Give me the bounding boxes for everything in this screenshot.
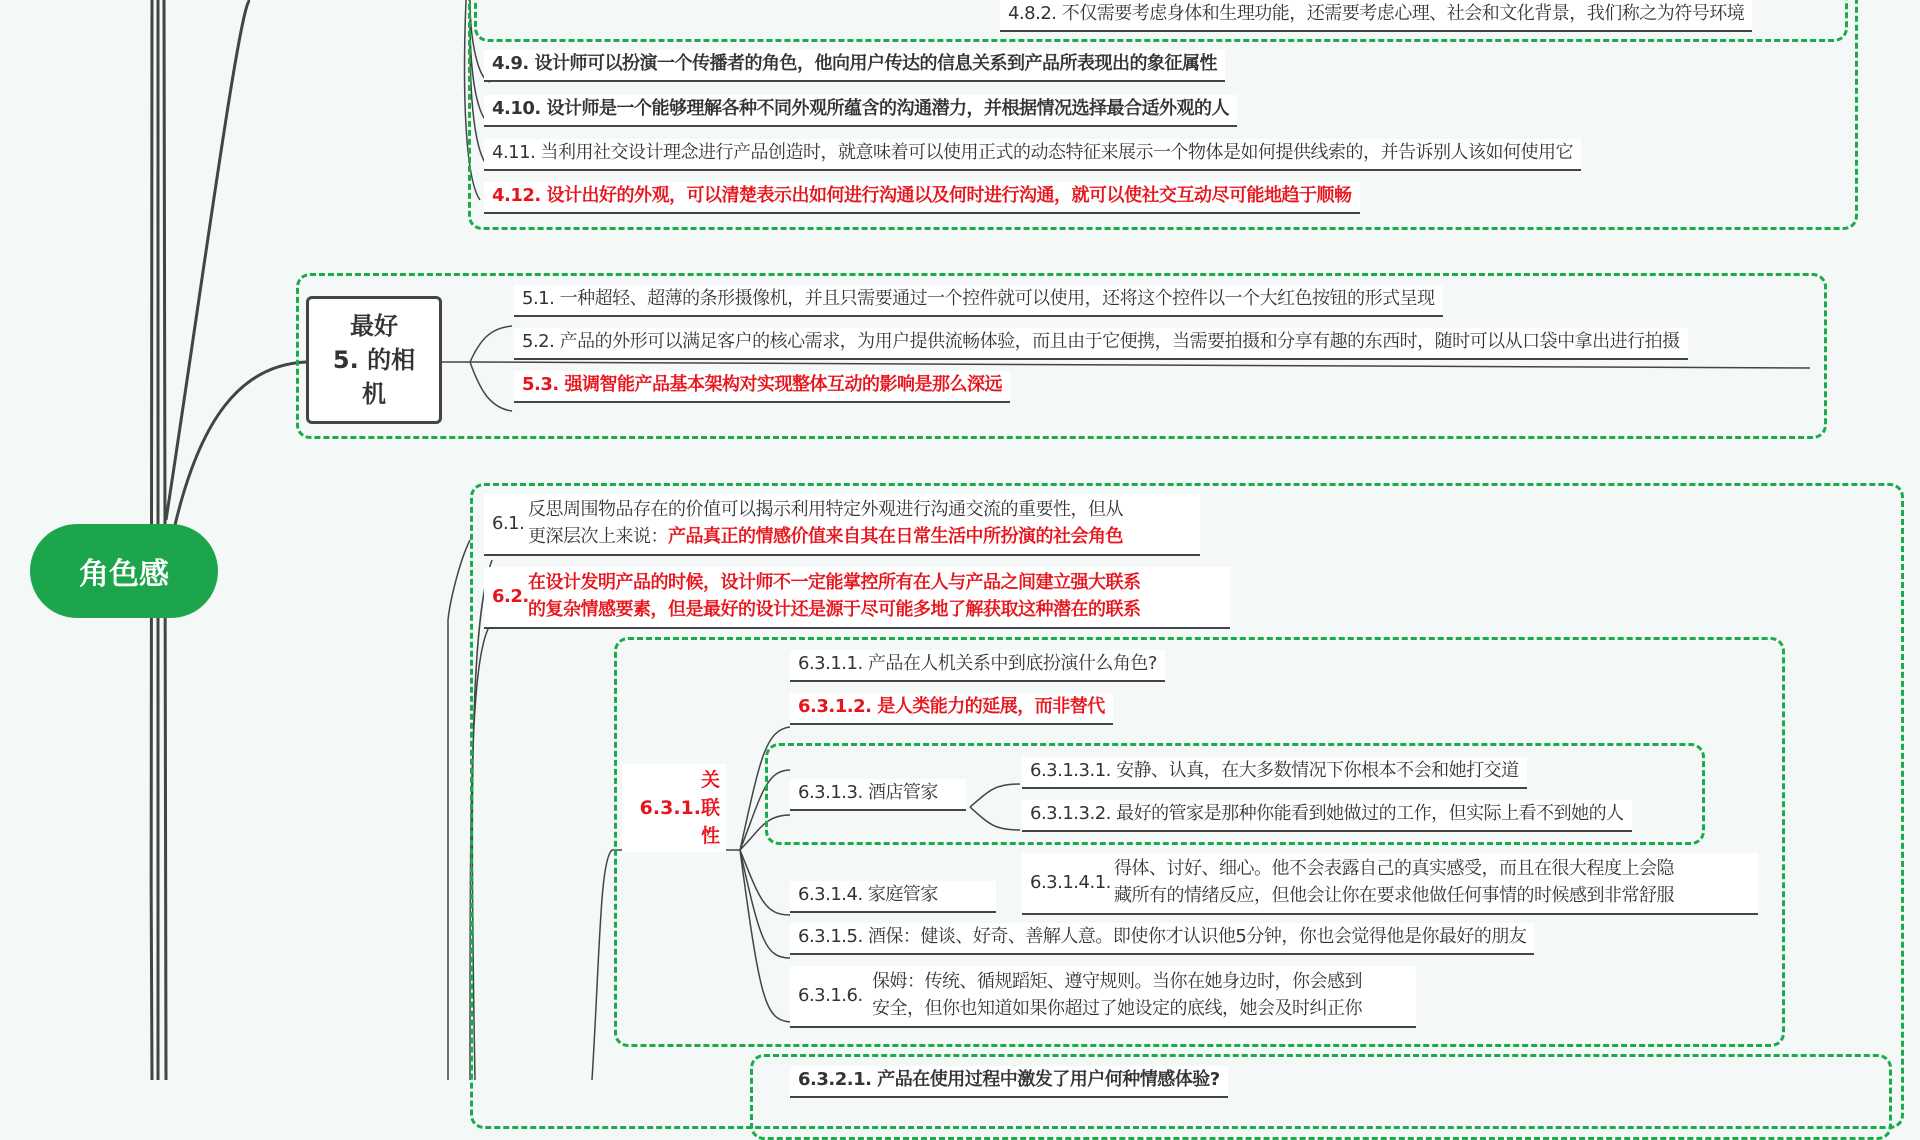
node-6-3-1[interactable] — [622, 764, 726, 852]
node-6-3-1-c: 性 — [700, 825, 720, 847]
node-6-3-1-6-num: 6.3.1.6. — [798, 985, 863, 1006]
node-5-1[interactable]: 5.1. 一种超轻、超薄的条形摄像机，并且只需要通过一个控件就可以使用，还将这个控件以一个大红色按钮的形式呈现 — [514, 285, 1443, 317]
node-5-3[interactable]: 5.3. 强调智能产品基本架构对实现整体互动的影响是那么深远 — [514, 371, 1010, 403]
node-6-2-line1: 在设计发明产品的时候，设计师不一定能掌控所有在人与产品之间建立强大联系 — [528, 572, 1141, 593]
node-6-3-1-3-2[interactable]: 6.3.1.3.2. 最好的管家是那种你能看到她做过的工作，但实际上看不到她的人 — [1022, 800, 1632, 832]
node-4-10[interactable]: 4.10. 设计师是一个能够理解各种不同外观所蕴含的沟通潜力，并根据情况选择最合适外观的人 — [484, 95, 1237, 127]
node-6-3-1-4[interactable]: 6.3.1.4. 家庭管家 — [790, 881, 996, 913]
node-6-1-line2a: 更深层次上来说： — [528, 526, 668, 547]
node-6-2[interactable] — [484, 567, 1230, 629]
node-6-1[interactable] — [484, 494, 1200, 556]
node-6-2-num: 6.2. — [492, 586, 529, 607]
node-6-3-2-1[interactable]: 6.3.2.1. 产品在使用过程中激发了用户何种情感体验? — [790, 1066, 1228, 1098]
node-6-3-1-1[interactable]: 6.3.1.1. 产品在人机关系中到底扮演什么角色? — [790, 650, 1165, 682]
node-6-3-1-a: 关 — [700, 769, 720, 791]
root-label: 角色感 — [79, 557, 169, 592]
node-6-3-1-4-1-num: 6.3.1.4.1. — [1030, 872, 1111, 893]
node-6-3-1-4-1-line2: 藏所有的情绪反应，但他会让你在要求他做任何事情的时候感到非常舒服 — [1114, 885, 1674, 906]
node-4-12[interactable]: 4.12. 设计出好的外观，可以清楚表示出如何进行沟通以及何时进行沟通，就可以使社交互动尽可能地趋于顺畅 — [484, 182, 1360, 214]
node-6-3-1-3[interactable]: 6.3.1.3. 酒店管家 — [790, 779, 966, 811]
node-6-1-line1: 反思周围物品存在的价值可以揭示利用特定外观进行沟通交流的重要性，但从 — [528, 499, 1123, 520]
node-6-3-1-2[interactable]: 6.3.1.2. 是人类能力的延展，而非替代 — [790, 693, 1113, 725]
node-5-line1: 最好 — [350, 312, 398, 340]
node-6-3-1-4-1-line1: 得体、讨好、细心。他不会表露自己的真实感受，而且在很大程度上会隐 — [1114, 858, 1674, 879]
node-5-line2: 5. 的相 — [332, 346, 416, 374]
node-6-3-1-6-line2: 安全，但你也知道如果你超过了她设定的底线，她会及时纠正你 — [872, 998, 1362, 1019]
root-node[interactable] — [30, 524, 218, 618]
node-4-11[interactable]: 4.11. 当利用社交设计理念进行产品创造时，就意味着可以使用正式的动态特征来展示一个物体是如何提供线索的，并告诉别人该如何使用它 — [484, 139, 1581, 171]
node-5[interactable] — [306, 296, 442, 424]
node-6-3-1-4-1[interactable] — [1022, 853, 1758, 915]
node-4-9[interactable]: 4.9. 设计师可以扮演一个传播者的角色，他向用户传达的信息关系到产品所表现出的象征属性 — [484, 50, 1225, 82]
node-5-2[interactable]: 5.2. 产品的外形可以满足客户的核心需求，为用户提供流畅体验，而且由于它便携，当需要拍摄和分享有趣的东西时，随时可以从口袋中拿出进行拍摄 — [514, 328, 1688, 360]
node-6-1-num: 6.1. — [492, 513, 525, 534]
node-6-3-1-b: 6.3.1.联 — [639, 797, 720, 819]
node-4-8-2[interactable]: 4.8.2. 不仅需要考虑身体和生理功能，还需要考虑心理、社会和文化背景，我们称之为符号环境 — [1000, 0, 1752, 32]
node-6-3-1-6[interactable] — [790, 966, 1416, 1028]
node-6-2-line2: 的复杂情感要素，但是最好的设计还是源于尽可能多地了解获取这种潜在的联系 — [528, 599, 1141, 620]
node-6-3-1-3-1[interactable]: 6.3.1.3.1. 安静、认真，在大多数情况下你根本不会和她打交道 — [1022, 757, 1527, 789]
node-5-line3: 机 — [362, 380, 386, 408]
node-6-1-line2b: 产品真正的情感价值来自其在日常生活中所扮演的社会角色 — [668, 526, 1123, 547]
node-6-3-1-5[interactable]: 6.3.1.5. 酒保：健谈、好奇、善解人意。即使你才认识他5分钟，你也会觉得他是你最好的朋友 — [790, 923, 1534, 955]
node-6-3-1-6-line1: 保姆：传统、循规蹈矩、遵守规则。当你在她身边时，你会感到 — [872, 971, 1362, 992]
